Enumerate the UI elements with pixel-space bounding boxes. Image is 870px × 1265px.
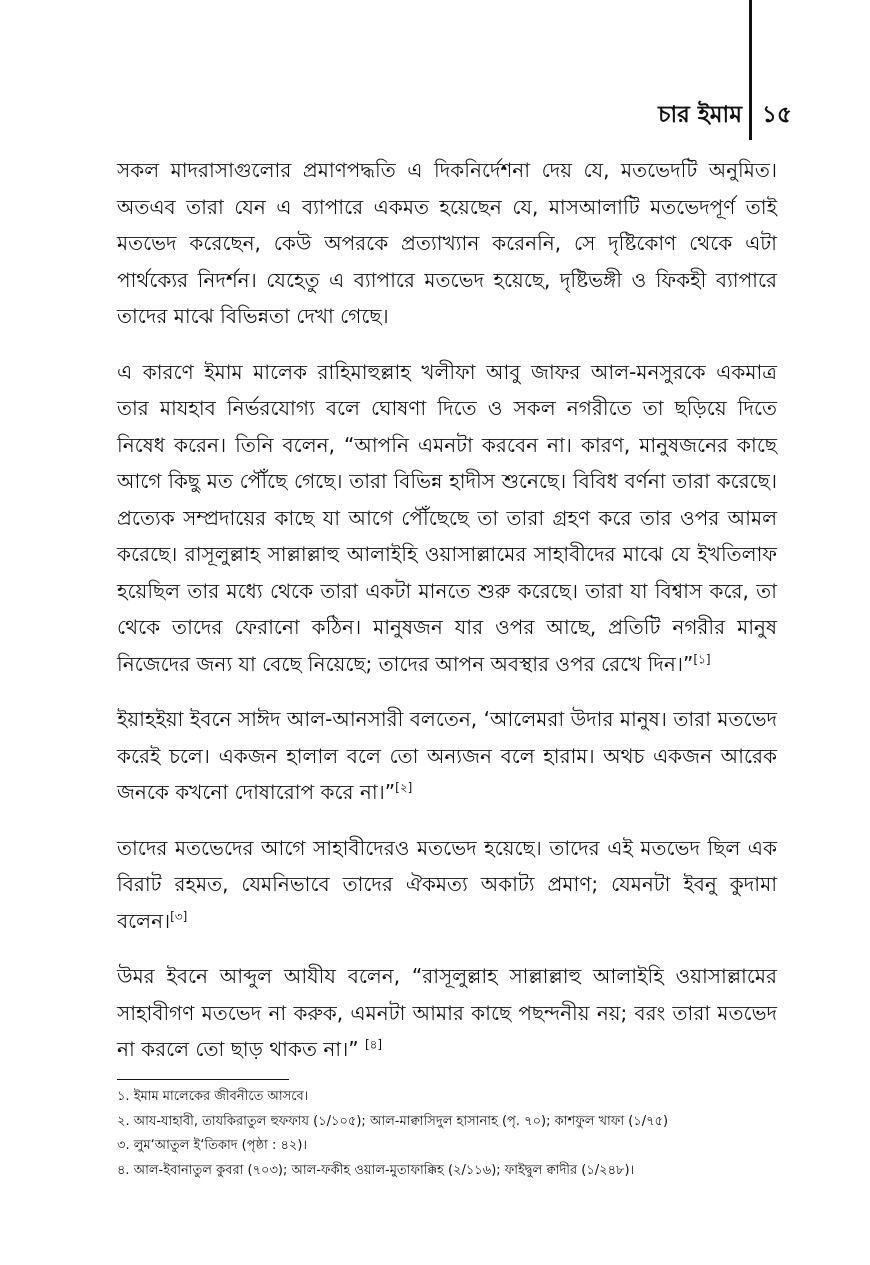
footnote-4: ৪. আল-ইবানাতুল কুবরা (৭০৩); আল-ফকীহ ওয়াল-মুতাফাক্কিহ (২/১১৬); ফাইদ্বুল ক্বাদীর (১/২৪৮)। xyxy=(117,1162,635,1178)
paragraph-2-text: এ কারণে ইমাম মালেক রাহিমাহুল্লাহ খলীফা আবু জাফর আল-মনসুরকে একমাত্র তার মাযহাব নির্ভরযোগ্য বলে ঘোষণা দিতে ও সকল নগরীতে তা ছড়িয়ে দিতে নিষেধ করেন। তিনি বলেন, “আপনি এমনটা করবেন না। কারণ, মানুষজনের কাছে আগে কিছু মত পৌঁছে গেছে। তারা বিভিন্ন হাদীস শুনেছে। বিবিধ বর্ণনা তারা করেছে। প্রত্যেক সম্প্রদায়ের কাছে যা আগে পৌঁছেছে তা তারা গ্রহণ করে তার ওপর আমল করেছে। রাসূলুল্লাহ সাল্লাল্লাহু আলাইহি ওয়াসাল্লামের সাহাবীদের মাঝে যে ইখতিলাফ হয়েছিল তার মধ্যে থেকে তারা একটা মানতে শুরু করেছে। তারা যা বিশ্বাস করে, তা থেকে তাদের ফেরানো কঠিন। মানুষজন যার ওপর আছে, প্রতিটি নগরীর মানুষ নিজেদের জন্য যা বেছে নিয়েছে; তাদের আপন অবস্থার ওপর রেখে দিন।” xyxy=(117,359,777,676)
footnote-ref-1[interactable]: [১] xyxy=(693,651,711,666)
paragraph-5 xyxy=(117,958,777,1068)
paragraph-3 xyxy=(117,701,777,811)
footnote-ref-3[interactable]: [৩] xyxy=(170,908,188,923)
header-vertical-rule xyxy=(749,0,752,140)
footnote-ref-2[interactable]: [২] xyxy=(395,780,413,795)
footnote-separator xyxy=(117,1079,289,1080)
footnotes xyxy=(117,1085,787,1183)
page-number: ১৫ xyxy=(762,102,792,128)
paragraph-1 xyxy=(117,152,777,335)
paragraph-1-text: সকল মাদরাসাগুলোর প্রমাণপদ্ধতি এ দিকনির্দেশনা দেয় যে, মতভেদটি অনুমিত। অতএব তারা যেন এ ব্যাপারে একমত হয়েছেন যে, মাসআলাটি মতভেদপূর্ণ তাই মতভেদ করেছেন, কেউ অপরকে প্রত্যাখ্যান করেননি, সে দৃষ্টিকোণ থেকে এটা পার্থক্যের নিদর্শন। যেহেতু এ ব্যাপারে মতভেদ হয়েছে, দৃষ্টিভঙ্গী ও ফিকহী ব্যাপারে তাদের মাঝে বিভিন্নতা দেখা গেছে। xyxy=(117,158,777,328)
paragraph-2 xyxy=(117,354,777,683)
paragraph-3-text: ইয়াহইয়া ইবনে সাঈদ আল-আনসারী বলতেন, ‘আলেমরা উদার মানুষ। তারা মতভেদ করেই চলে। একজন হালাল বলে তো অন্যজন বলে হারাম। অথচ একজন আরেক জনকে কখনো দোষারোপ করে না।” xyxy=(117,707,777,804)
paragraph-4 xyxy=(117,830,777,940)
paragraph-4-text: তাদের মতভেদের আগে সাহাবীদেরও মতভেদ হয়েছে। তাদের এই মতভেদ ছিল এক বিরাট রহমত, যেমনিভাবে তাদের ঐকমত্য অকাট্য প্রমাণ; যেমনটা ইবনু কুদামা বলেন। xyxy=(117,835,777,933)
footnote-1: ১. ইমাম মালেকের জীবনীতে আসবে। xyxy=(117,1089,309,1104)
running-header-title: চার ইমাম xyxy=(658,102,742,128)
body-text xyxy=(117,152,777,1087)
footnote-3: ৩. লুম‘আতুল ই‘তিকাদ (পৃষ্ঠা : ৪২)। xyxy=(117,1138,308,1153)
footnote-ref-4[interactable]: [৪] xyxy=(364,1037,383,1052)
footnote-2: ২. আয-যাহাবী, তাযকিরাতুল হুফফায (১/১০৫); আল-মাক্বাসিদুল হাসানাহ (পৃ. ৭০); কাশফুল খাফা (১/৭৫) xyxy=(117,1113,669,1129)
paragraph-5-text: উমর ইবনে আব্দুল আযীয বলেন, “রাসূলুল্লাহ সাল্লাল্লাহু আলাইহি ওয়াসাল্লামের সাহাবীগণ মতভেদ না করুক, এমনটা আমার কাছে পছন্দনীয় নয়; বরং তারা মতভেদ না করলে তো ছাড় থাকত না।” xyxy=(117,964,777,1061)
